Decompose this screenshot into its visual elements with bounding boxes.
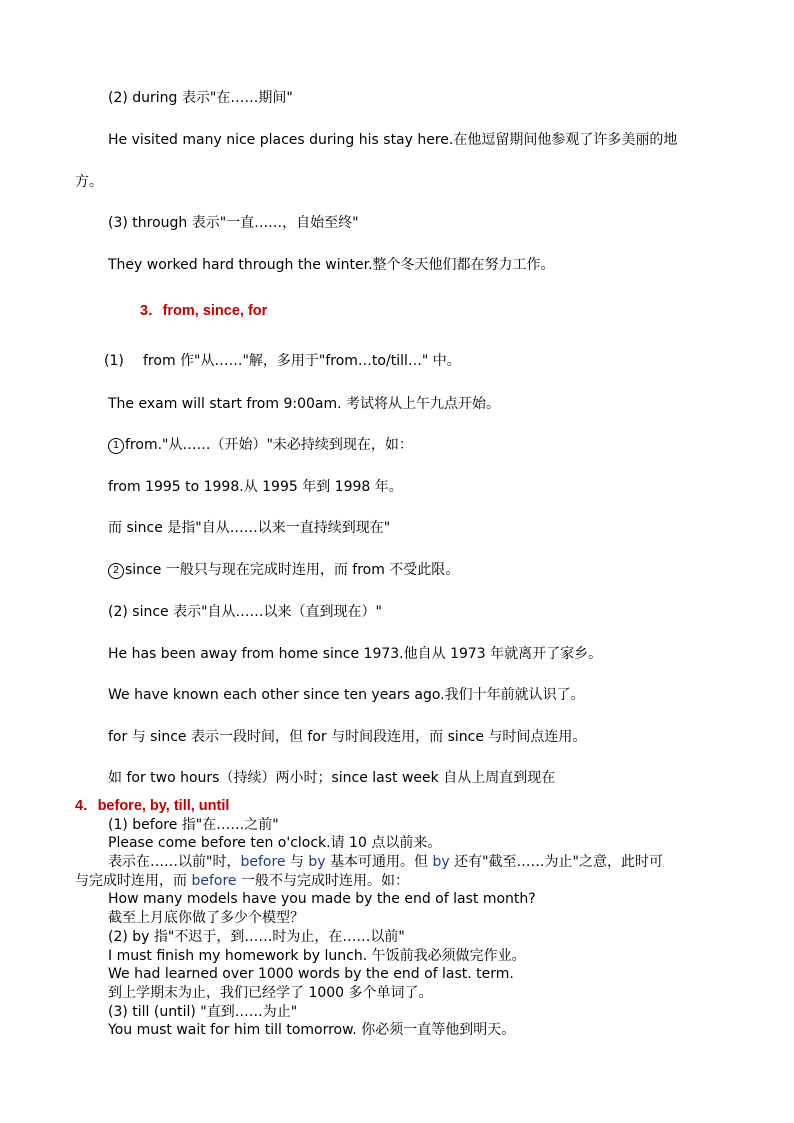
section3-item2: (2) since 表示"自从……以来（直到现在）" [108,604,382,620]
circled-number-1: 1 [108,438,124,454]
through-example: They worked hard through the winter.整个冬天他们都在努力工作。 [108,257,555,273]
section4-block [75,797,725,1040]
section3-example1: The exam will start from 9:00am. 考试将从上午九点开始。 [108,396,501,412]
note-text: 一般不与完成时连用。如： [236,872,409,889]
section4-heading: 4．before, by, till, until [75,798,230,814]
section4-item2: (2) by 指"不迟于，到……时为止，在……以前" [108,928,405,945]
section4-note-line1 [75,853,725,872]
note-text: 与完成时连用，而 [75,872,192,889]
section3-since-note: 而 since 是指"自从……以来一直持续到现在" [108,520,391,536]
section3-note2 [108,561,459,579]
through-heading: (3) through 表示"一直……，自始至终" [108,215,359,231]
note-text: 表示在……以前"时， [108,854,241,871]
section4-item1: (1) before 指"在……之前" [108,816,279,833]
section4-example5: You must wait for him till tomorrow. 你必须一直等他到明天。 [108,1022,516,1039]
by-term: by [308,854,326,871]
section3-heading: 3．from, since, for [140,303,268,319]
during-example-cont: 方。 [75,174,103,190]
section3-for-since-note: for 与 since 表示一段时间，但 for 与时间段连用，而 since 与时间点连用。 [108,729,587,745]
section3-example4: We have known each other since ten years ago.我们十年前就认识了。 [108,687,585,703]
section4-example1: Please come before ten o'clock.请 10 点以前来。 [108,835,442,852]
note-text: 还有"截至……为止"之意，此时可 [449,854,664,871]
note-text: 与 [285,854,309,871]
before-term: before [191,872,237,889]
section4-example2-zh: 截至上月底你做了多少个模型？ [108,910,304,927]
during-example: He visited many nice places during his stay here.在他逗留期间他参观了许多美丽的地 [108,132,678,148]
section3-note1-text: from."从……（开始）"未必持续到现在，如： [125,437,413,453]
note-text: 基本可通用。但 [325,854,433,871]
section3-example2: from 1995 to 1998.从 1995 年到 1998 年。 [108,479,403,495]
section3-for-since-example: 如 for two hours（持续）两小时；since last week 自从上周直到现在 [108,770,556,786]
section3-item1: from 作"从……"解，多用于"from…to/till…" 中。 [143,353,461,369]
during-heading: (2) during 表示"在……期间" [108,90,293,106]
section4-item3: (3) till (until) "直到……为止" [108,1003,298,1020]
section4-example4-en: We had learned over 1000 words by the end of last. term. [108,966,514,983]
section4-note-line2 [75,872,725,891]
section3-note1 [108,436,413,454]
section3-note2-text: since 一般只与现在完成时连用，而 from 不受此限。 [125,562,460,578]
section3-item1-number: (1) [104,353,124,369]
by-term: by [432,854,450,871]
circled-number-2: 2 [108,563,124,579]
section4-example4-zh: 到上学期末为止，我们已经学了 1000 多个单词了。 [108,984,433,1001]
section4-example3: I must finish my homework by lunch. 午饭前我必须做完作业。 [108,947,526,964]
section4-example2-en: How many models have you made by the end of last month? [108,891,536,908]
section3-example3: He has been away from home since 1973.他自从 1973 年就离开了家乡。 [108,646,603,662]
before-term: before [240,854,286,871]
